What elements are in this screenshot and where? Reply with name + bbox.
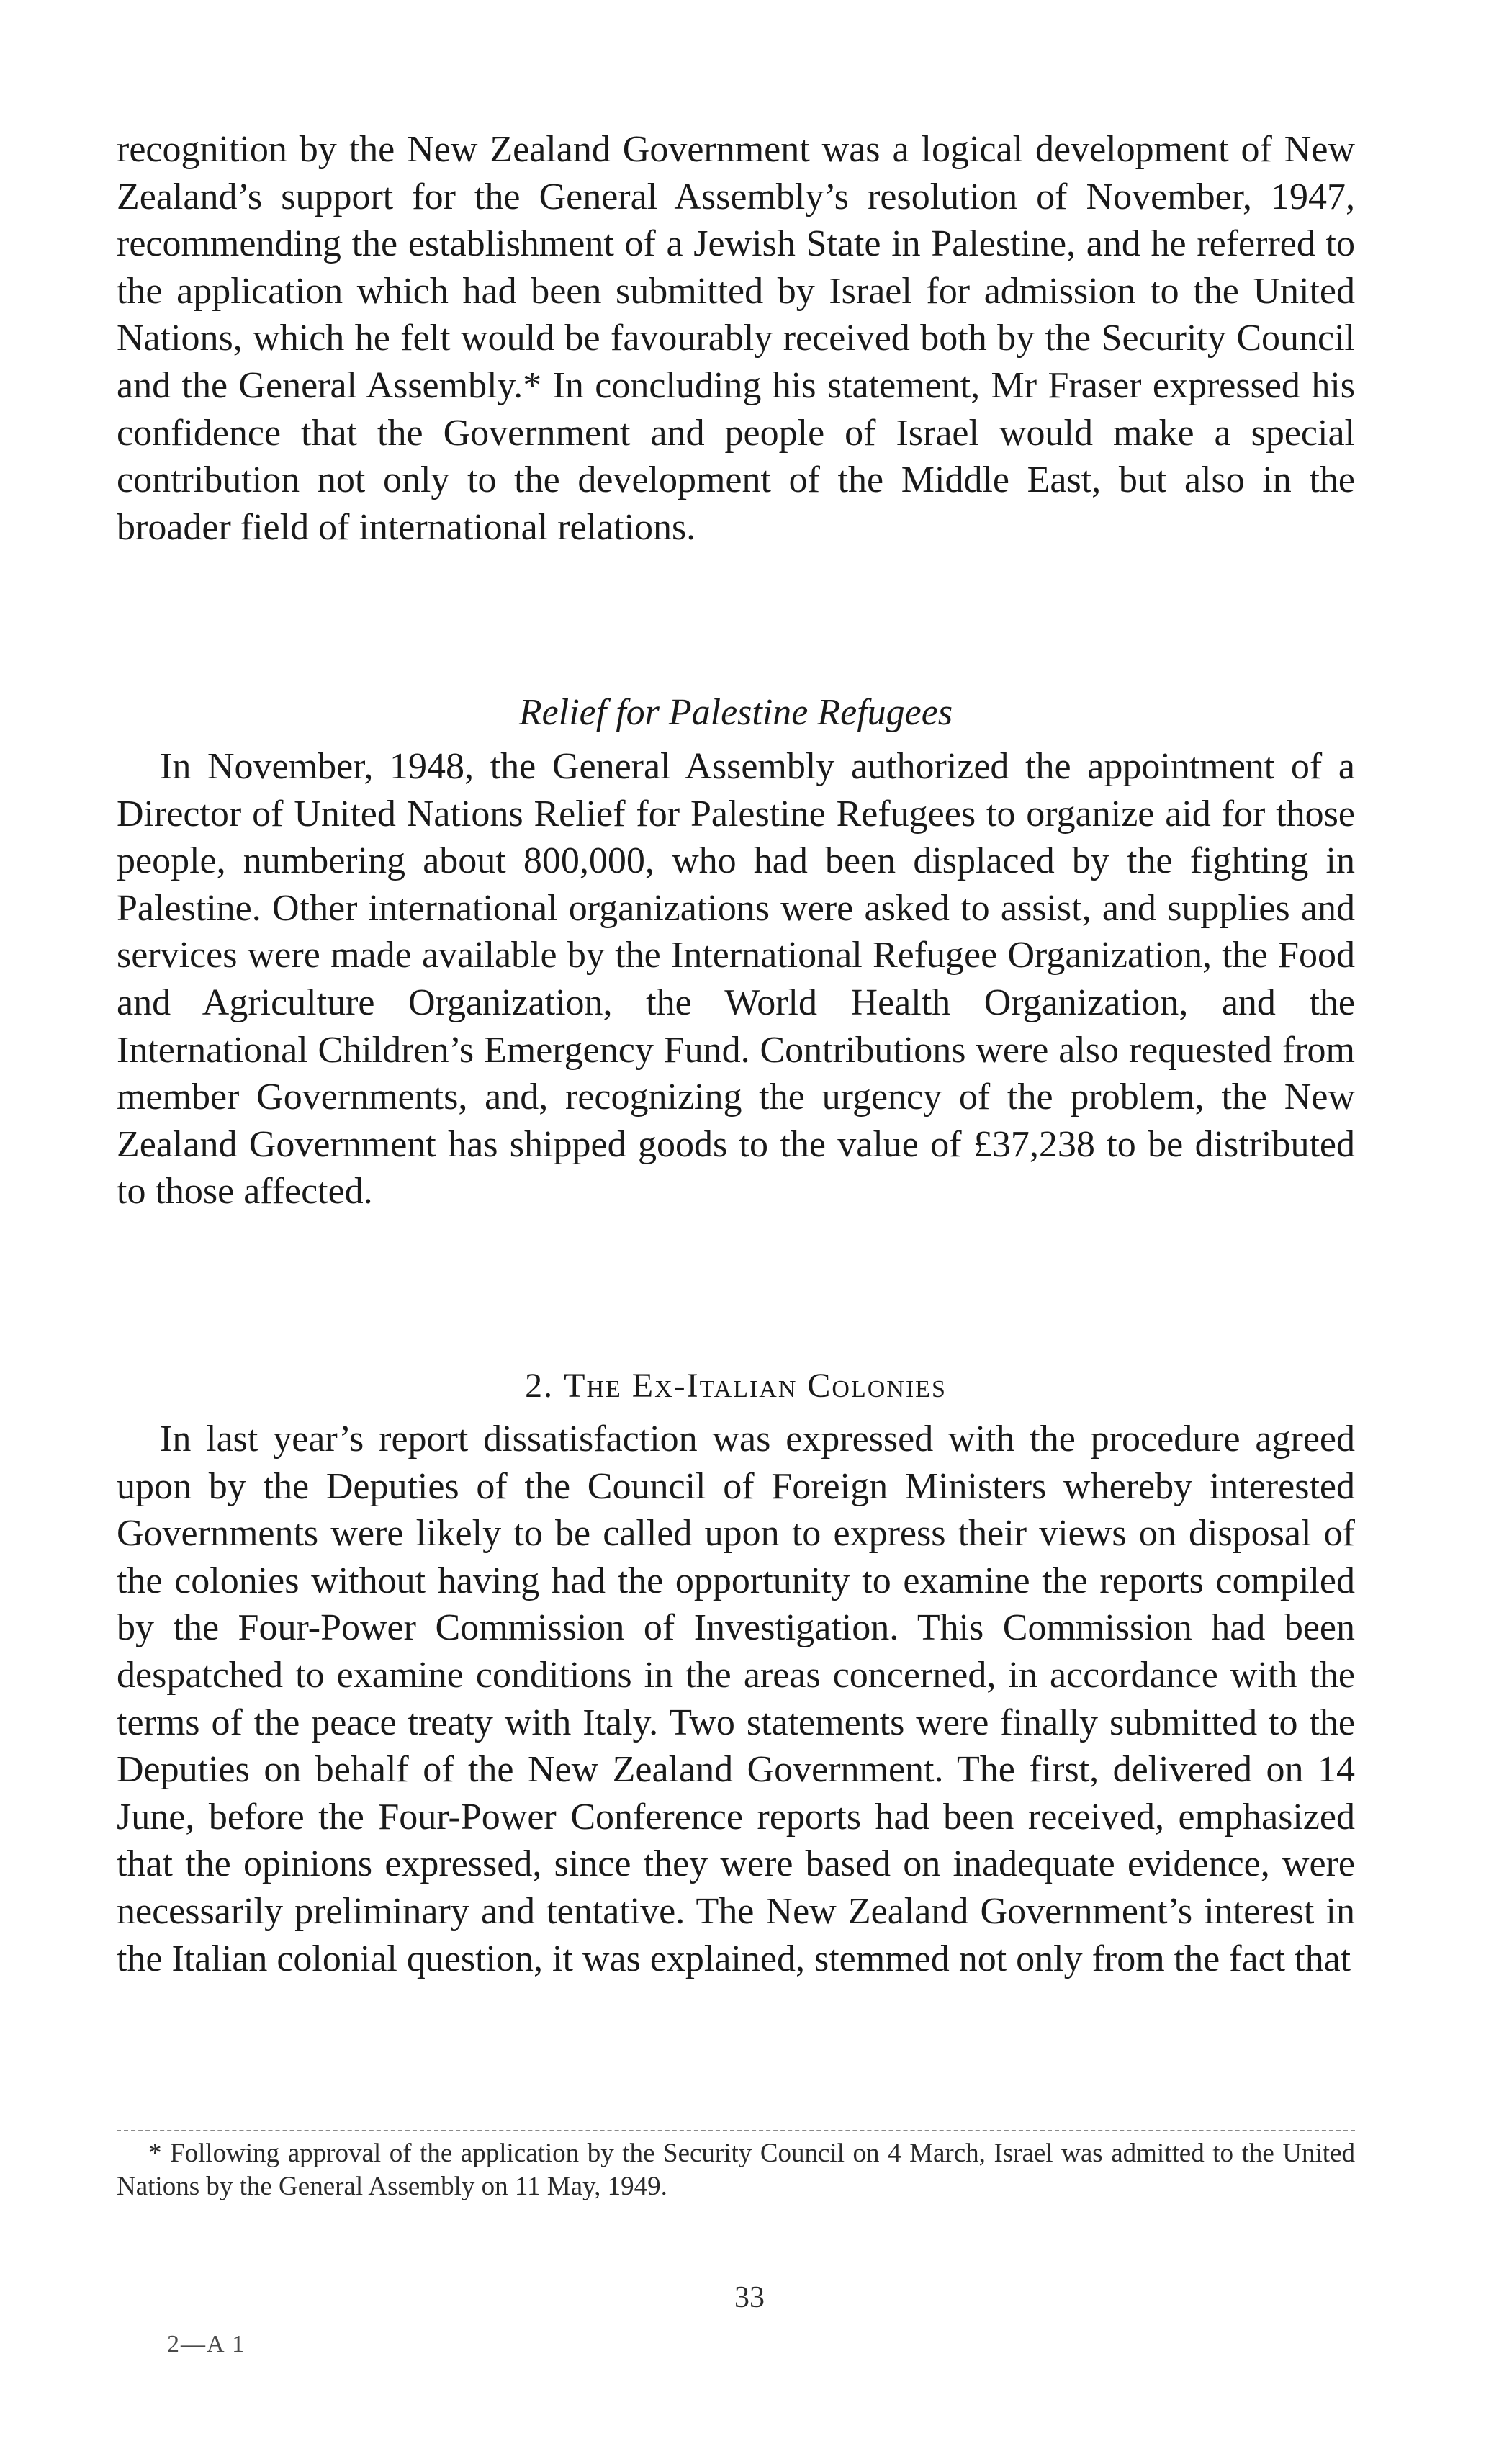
paragraph-relief: In November, 1948, the General Assembly authorized the appointment of a Director of United Nations Relief for Palestine Refugees to organize aid for those people, numbering about 800,000, who had been displaced by the fighting in Palestine. Other international organizations were asked to assist, and supplies and services were made available by the International Refugee Organization, the Food and Agriculture Organization, the World Health Organization, and the International Children’s Emergency Fund. Contributions were also requested from member Governments, and, recognizing the urgency of the problem, the New Zealand Government has shipped goods to the value of £37,238 to be distributed to those affected. bbox=[117, 746, 1355, 1213]
section-heading-italian-colonies bbox=[117, 1363, 1355, 1409]
printer-signature-mark: 2—A 1 bbox=[167, 2331, 246, 2357]
page-number: 33 bbox=[734, 2281, 765, 2314]
section-heading-title: The Ex-Italian Colonies bbox=[564, 1367, 947, 1405]
section-heading-number: 2. bbox=[525, 1367, 554, 1405]
section-heading-relief: Relief for Palestine Refugees bbox=[518, 692, 953, 733]
paragraph-italian-colonies: In last year’s report dissatisfaction was expressed with the procedure agreed upon by the Deputies of the Council of Foreign Ministers whereby interested Governments were likely to be called upon to express their views on disposal of the colonies without having had the opportunity to examine the reports compiled by the Four-Power Commission of Investigation. This Commission had been despatched to examine conditions in the areas concerned, in accordance with the terms of the peace treaty with Italy. Two statements were finally submitted to the Deputies on behalf of the New Zealand Government. The first, delivered on 14 June, before the Four-Power Conference reports had been received, emphasized that the opinions expressed, since they were based on inadequate evidence, were necessarily preliminary and tentative. The New Zealand Government’s interest in the Italian colonial question, it was explained, stemmed not only from the fact that bbox=[117, 1418, 1355, 1979]
paragraph-continued: recognition by the New Zealand Government was a logical development of New Zealand’s support for the General Assembly’s resolution of November, 1947, recommending the establishment of a Jewish State in Palestine, and he referred to the application which had been submitted by Israel for admission to the United Nations, which he felt would be favourably received both by the Security Council and the General Assembly.* In concluding his statement, Mr Fraser expressed his confidence that the Government and people of Israel would make a special contribution not only to the development of the Middle East, but also in the broader field of international relations. bbox=[117, 129, 1355, 548]
footnote-divider bbox=[117, 2130, 1355, 2131]
footnote: * Following approval of the application by the Security Council on 4 March, Israel was admitted to the United Nations by the General Assembly on 11 May, 1949. bbox=[117, 2139, 1355, 2201]
